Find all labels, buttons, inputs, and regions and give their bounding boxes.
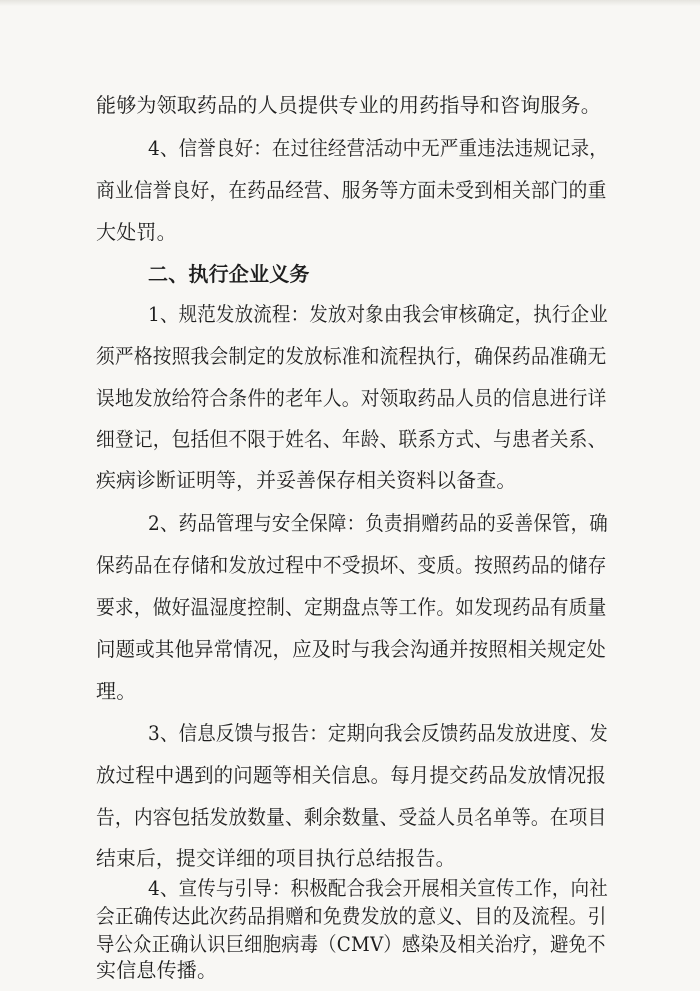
text-line: 1、规范发放流程：发放对象由我会审核确定，执行企业 <box>148 302 608 326</box>
scan-edge <box>0 0 700 6</box>
text-line: 3、信息反馈与报告：定期向我会反馈药品发放进度、发 <box>148 721 608 745</box>
text-line: 结束后，提交详细的项目执行总结报告。 <box>96 846 456 870</box>
text-line: 实信息传播。 <box>96 958 218 982</box>
text-line: 告，内容包括发放数量、剩余数量、受益人员名单等。在项目 <box>96 805 607 829</box>
text-line: 4、宣传与引导：积极配合我会开展相关宣传工作，向社 <box>148 876 608 900</box>
text-line: 2、药品管理与安全保障：负责捐赠药品的妥善保管，确 <box>148 511 608 535</box>
section-heading: 二、执行企业义务 <box>148 262 310 286</box>
text-line: 细登记，包括但不限于姓名、年龄、联系方式、与患者关系、 <box>96 427 607 451</box>
text-line: 放过程中遇到的问题等相关信息。每月提交药品发放情况报 <box>96 763 606 787</box>
text-line: 理。 <box>96 679 137 703</box>
text-line: 误地发放给符合条件的老年人。对领取药品人员的信息进行详 <box>96 386 607 410</box>
text-line: 4、信誉良好：在过往经营活动中无严重违法违规记录， <box>148 136 608 160</box>
text-line: 问题或其他异常情况，应及时与我会沟通并按照相关规定处 <box>96 637 606 661</box>
text-line: 要求，做好温湿度控制、定期盘点等工作。如发现药品有质量 <box>96 595 607 619</box>
text-line: 须严格按照我会制定的发放标准和流程执行，确保药品准确无 <box>96 344 607 368</box>
text-line: 会正确传达此次药品捐赠和免费发放的意义、目的及流程。引 <box>96 904 607 928</box>
text-line: 疾病诊断证明等，并妥善保存相关资料以备查。 <box>96 468 517 492</box>
text-line: 大处罚。 <box>96 220 177 244</box>
text-line: 商业信誉良好，在药品经营、服务等方面未受到相关部门的重 <box>96 178 607 202</box>
text-line: 保药品在存储和发放过程中不受损坏、变质。按照药品的储存 <box>96 553 607 577</box>
text-line: 导公众正确认识巨细胞病毒（CMV）感染及相关治疗，避免不 <box>96 932 606 956</box>
text-line: 能够为领取药品的人员提供专业的用药指导和咨询服务。 <box>96 93 601 117</box>
